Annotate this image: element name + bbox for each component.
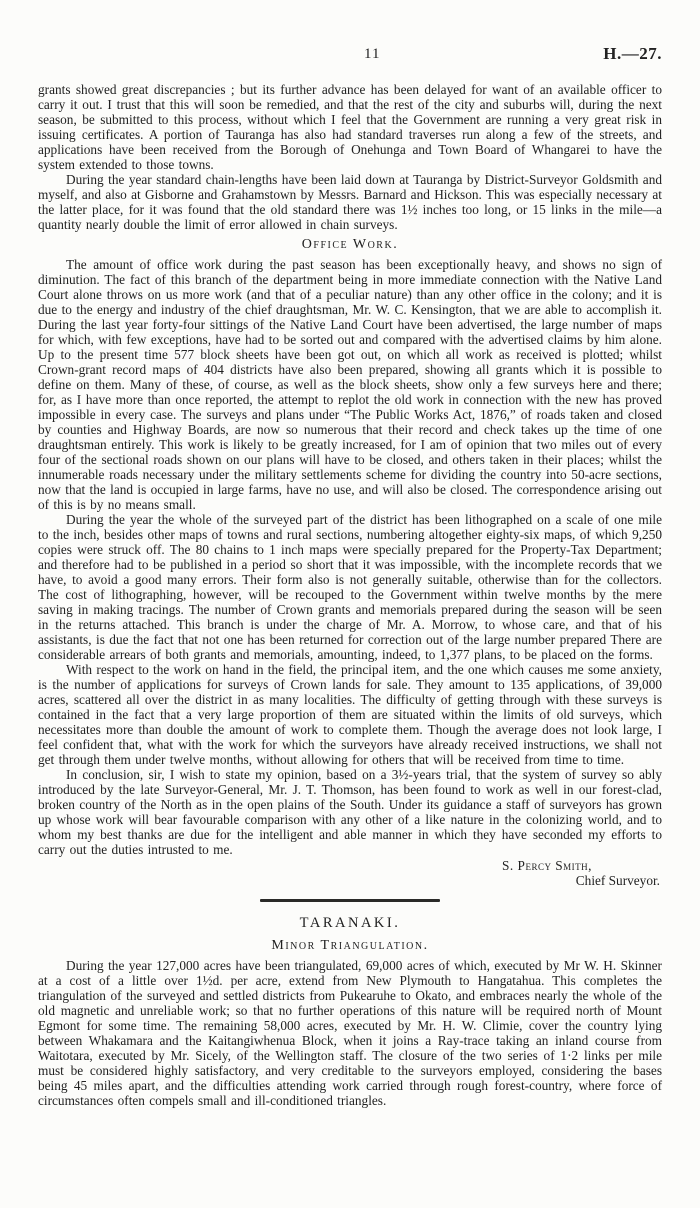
heading-taranaki: TARANAKI.	[299, 915, 401, 931]
heading-minor-triangulation: Minor Triangulation.	[271, 938, 429, 953]
signature-title: Chief Surveyor.	[575, 873, 660, 888]
section-divider-rule	[260, 899, 440, 902]
report-body	[38, 82, 662, 1108]
page-number: 11	[364, 46, 381, 62]
signature-block	[38, 858, 662, 888]
signature-name: S. Percy Smith,	[502, 858, 592, 873]
page-header	[38, 44, 662, 64]
paragraph-lithography: During the year the whole of the surveyed part of the district has been lithographed on a scale of one mile to the inch, besides other maps of towns and rural sections, numbering altogether eighty-six maps, of which 9,250 copies were struck off. The 80 chains to 1 inch maps were specially prepared for the Property-Tax Department; and therefore had to be published in a period so short that it was impossible, with the incomplete records that we have, to avoid a good many errors. Their form also is not generally suitable, otherwise than for the collectors. The cost of lithographing, however, will be recouped to the Government within twelve months by the mere saving in making tracings. The number of Crown grants and memorials prepared during the season will be seen in the returns attached. This branch is under the charge of Mr. A. Morrow, to whose care, and that of his assistants, is due the fact that not one has been returned for correction out of the large number prepared There are considerable arrears of both grants and memorials, amounting, indeed, to 1,377 plans, to be placed on the forms.	[38, 512, 662, 662]
paragraph-minor-triangulation: During the year 127,000 acres have been triangulated, 69,000 acres of which, executed by Mr W. H. Skinner at a cost of a little over 1½d. per acre, extend from New Plymouth to Hangatahua. This completes the triangulation of the surveyed and settled districts from Pukearuhe to Okato, and embraces nearly the whole of the old magnetic and unreliable work; so that no further operations of this nature will be required north of Mount Egmont for some time. The remaining 58,000 acres, executed by Mr. H. W. Climie, cover the country lying between Whakamara and the Kaitangiwhenua Block, when it joins a Ray-trace taking an inland course from Waitotara, executed by Mr. Sicely, of the Wellington staff. The closure of the two series of 1·2 links per mile must be considered highly satisfactory, and very creditable to the surveyors employed, considering the bases being 45 miles apart, and the difficulties attending work carried through rough forest-country, where force of circumstances often compels small and ill-conditioned triangles.	[38, 958, 662, 1108]
paragraph-office-work: The amount of office work during the past season has been exceptionally heavy, and shows no sign of diminution. The fact of this branch of the department being in more immediate connection with the Native Land Court alone throws on us more work (and that of a peculiar nature) than any other office in the colony; and it is due to the energy and industry of the chief draughtsman, Mr. W. C. Kensington, that we are able to accomplish it. During the last year forty-four sittings of the Native Land Court have been advertised, the large number of maps for which, with few exceptions, have had to be sorted out and compared with the advertised claims by him alone. Up to the present time 577 block sheets have been got out, on which all work as received is plotted; whilst Crown-grant record maps of 404 districts have also been prepared, showing all grants which it is possible to define on them. Many of these, of course, as well as the block sheets, show only a few surveys here and there; for, as I have more than once reported, the attempt to replot the old work in connection with the new has proved impossible in every case. The surveys and plans under “The Public Works Act, 1876,” of roads taken and closed by counties and Highway Boards, are now so numerous that their record and check takes up the time of one draughtsman entirely. This work is likely to be greatly increased, for I am of opinion that two miles out of every four of the sectional roads shown on our plans will have to be closed, and others taken in their places; whilst the innumerable roads necessary under the military settlements scheme for dividing the country into 50-acre sections, now that the land is occupied in large farms, have no use, and will also be closed. The correspondence arising out of this is by no means small.	[38, 257, 662, 512]
paragraph-field-work: With respect to the work on hand in the field, the principal item, and the one which causes me some anxiety, is the number of applications for surveys of Crown lands for sale. They amount to 135 applications, of 39,000 acres, scattered all over the district in as many localities. The difficulty of getting through with these surveys is contained in the fact that a very large proportion of them are situated within the limits of old surveys, which necessitates more than double the amount of work to complete them. Though the average does not look large, I feel confident that, what with the work for which the surveyors have already received instructions, we shall not get through them under twelve months, without allowing for others that will be received from time to time.	[38, 662, 662, 767]
paragraph-chain-lengths: During the year standard chain-lengths have been laid down at Tauranga by District-Surveyor Goldsmith and myself, and also at Gisborne and Grahamstown by Messrs. Barnard and Hickson. This was especially necessary at the latter place, for it was found that the old standard there was 1½ inches too long, or 15 links in the mile—a quantity nearly double the limit of error allowed in chain surveys.	[38, 172, 662, 232]
heading-office-work: Office Work.	[301, 237, 399, 252]
paragraph-conclusion: In conclusion, sir, I wish to state my opinion, based on a 3½-years trial, that the system of survey so ably introduced by the late Surveyor-General, Mr. J. T. Thomson, has been found to work as well in our forest-clad, broken country of the North as in the open plains of the South. Under its guidance a staff of surveyors has grown up whose work will bear favourable comparison with any other of a like nature in the colonizing world, and to whom my best thanks are due for the intelligent and able manner in which they have seconded my efforts to carry out the duties intrusted to me.	[38, 767, 662, 857]
paragraph-grants-continuation: grants showed great discrepancies ; but its further advance has been delayed for want of an available officer to carry it out. I trust that this will soon be remedied, and that the rest of the city and suburbs will, during the next season, be submitted to this process, without which I feel that the Government are running a very great risk in issuing certificates. A portion of Tauranga has also had standard traverses run along a few of the streets, and applications have been received from the Borough of Onehunga and Town Board of Whangarei to have the system extended to those towns.	[38, 82, 662, 172]
doc-reference: H.—27.	[603, 44, 662, 63]
